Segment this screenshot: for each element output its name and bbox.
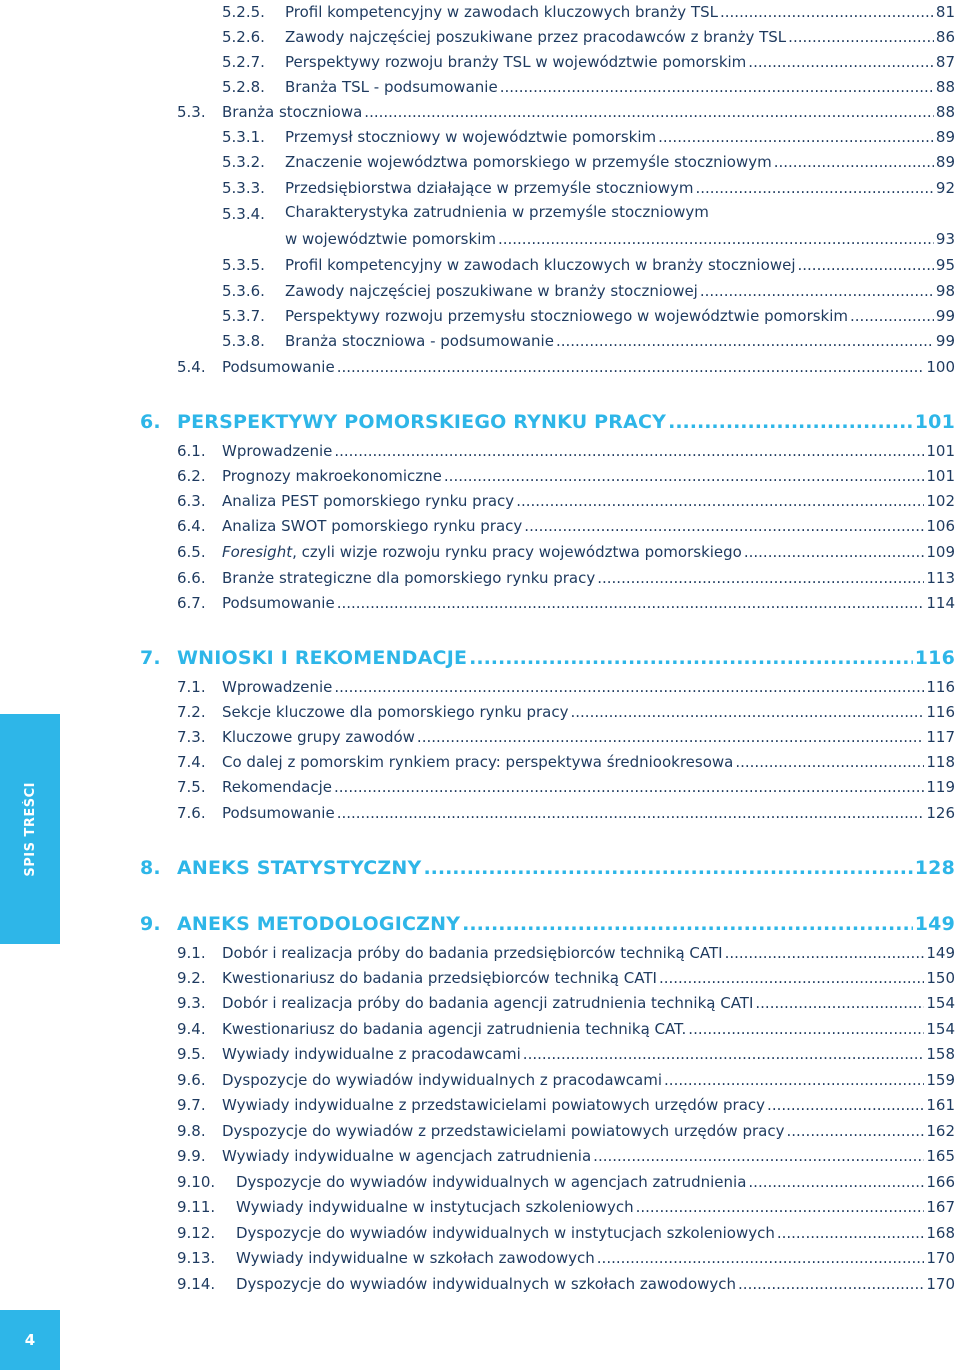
toc-entry-title: Zawody najczęściej poszukiwane przez pracodawców z branży TSL	[285, 28, 787, 46]
toc-entry-page: 99	[935, 332, 955, 350]
toc-entry-title: Zawody najczęściej poszukiwane w branży stoczniowej	[285, 282, 698, 300]
toc-entry-page: 170	[926, 1275, 955, 1293]
toc-leader-dots	[597, 1248, 925, 1268]
toc-entry-page: 101	[914, 411, 955, 433]
toc-entry-title: Branża TSL - podsumowanie	[285, 78, 498, 96]
toc-entry-page: 166	[926, 1173, 955, 1191]
toc-leader-dots	[777, 1223, 925, 1243]
toc-entry-title: Wprowadzenie	[222, 442, 333, 460]
sidebar-label: SPIS TREŚCI	[22, 781, 38, 877]
toc-leader-dots	[337, 357, 925, 377]
toc-entry-title: Podsumowanie	[222, 358, 335, 376]
toc-entry-title: Dyspozycje do wywiadów indywidualnych z pracodawcami	[222, 1071, 663, 1089]
toc-entry-number: 7.6.	[177, 804, 206, 822]
toc-entry-page: 117	[926, 728, 955, 746]
toc-entry-number: 5.3.1.	[222, 128, 265, 146]
toc-entry-number: 6.	[140, 411, 161, 433]
toc-entry-title: Podsumowanie	[222, 594, 335, 612]
toc-entry-number: 5.3.2.	[222, 153, 265, 171]
toc-entry-page: 119	[926, 778, 955, 796]
toc-entry-title: Wywiady indywidualne z przedstawicielami powiatowych urzędów pracy	[222, 1096, 766, 1114]
toc-leader-dots	[636, 1197, 925, 1217]
toc-leader-dots	[334, 777, 924, 797]
toc-entry-title: Wywiady indywidualne z pracodawcami	[222, 1045, 521, 1063]
toc-leader-dots	[725, 943, 925, 963]
toc-leader-dots	[597, 568, 924, 588]
toc-entry-number: 8.	[140, 857, 161, 879]
toc-entry-title: PERSPEKTYWY POMORSKIEGO RYNKU PRACY	[177, 411, 667, 433]
toc-entry-number: 9.4.	[177, 1020, 206, 1038]
toc-entry-number: 9.	[140, 913, 161, 935]
toc-entry-number: 5.3.7.	[222, 307, 265, 325]
toc-entry-page: 114	[926, 594, 955, 612]
toc-entry-page: 106	[926, 517, 955, 535]
toc-entry-number: 9.5.	[177, 1045, 206, 1063]
toc-entry-page: 101	[926, 467, 955, 485]
toc-leader-dots	[556, 331, 934, 351]
page-number: 4	[0, 1310, 60, 1370]
toc-entry-number: 5.2.7.	[222, 53, 265, 71]
toc-entry-title: Branże strategiczne dla pomorskiego rynku pracy	[222, 569, 596, 587]
toc-entry-number: 9.6.	[177, 1071, 206, 1089]
toc-leader-dots	[695, 178, 933, 198]
toc-entry-title: w województwie pomorskim	[285, 230, 496, 248]
toc-entry-page: 116	[926, 703, 955, 721]
toc-entry-page: 113	[926, 569, 955, 587]
toc-entry-title: Dyspozycje do wywiadów indywidualnych w szkołach zawodowych	[236, 1275, 737, 1293]
toc-entry-title: Dyspozycje do wywiadów z przedstawicielami powiatowych urzędów pracy	[222, 1122, 785, 1140]
toc-entry-page: 87	[935, 53, 955, 71]
toc-entry-page: 118	[926, 753, 955, 771]
toc-entry-page: 159	[926, 1071, 955, 1089]
toc-entry-number: 5.3.8.	[222, 332, 265, 350]
toc-entry-page: 150	[926, 969, 955, 987]
toc-entry-number: 5.2.8.	[222, 78, 265, 96]
toc-entry-page: 102	[926, 492, 955, 510]
toc-leader-dots	[798, 255, 934, 275]
toc-leader-dots	[700, 281, 934, 301]
toc-entry-title: Wywiady indywidualne w agencjach zatrudnienia	[222, 1147, 592, 1165]
toc-leader-dots	[664, 1070, 924, 1090]
toc-entry-number: 9.2.	[177, 969, 206, 987]
toc-entry-title: Analiza PEST pomorskiego rynku pracy	[222, 492, 515, 510]
toc-leader-dots	[523, 1044, 925, 1064]
toc-entry-number: 7.1.	[177, 678, 206, 696]
toc-leader-dots	[767, 1095, 924, 1115]
toc-leader-dots	[516, 491, 924, 511]
toc-entry-number: 7.2.	[177, 703, 206, 721]
toc-leader-dots	[850, 306, 934, 326]
toc-entry-page: 161	[926, 1096, 955, 1114]
toc-entry-number: 6.4.	[177, 517, 206, 535]
toc-entry-title: Profil kompetencyjny w zawodach kluczowych branży TSL	[285, 3, 718, 21]
toc-leader-dots	[498, 229, 934, 249]
toc-entry-title: Co dalej z pomorskim rynkiem pracy: perspektywa średniookresowa	[222, 753, 734, 771]
toc-entry-number: 5.4.	[177, 358, 206, 376]
toc-leader-dots	[571, 702, 925, 722]
toc-entry-page: 128	[914, 857, 955, 879]
toc-entry-number: 6.6.	[177, 569, 206, 587]
toc-leader-dots	[755, 993, 924, 1013]
toc-entry-title: Prognozy makroekonomiczne	[222, 467, 442, 485]
toc-entry-number: 6.5.	[177, 543, 206, 561]
toc-entry-page: 98	[935, 282, 955, 300]
toc-entry-page: 162	[926, 1122, 955, 1140]
toc-entry-page: 88	[935, 78, 955, 96]
toc-entry-page: 149	[914, 913, 955, 935]
toc-leader-dots	[444, 466, 924, 486]
toc-entry-page: 86	[935, 28, 955, 46]
toc-entry-number: 7.3.	[177, 728, 206, 746]
toc-entry-number: 7.5.	[177, 778, 206, 796]
toc-entry-page: 100	[926, 358, 955, 376]
toc-entry-title: Profil kompetencyjny w zawodach kluczowych w branży stoczniowej	[285, 256, 796, 274]
toc-entry-title: Wywiady indywidualne w instytucjach szkoleniowych	[236, 1198, 634, 1216]
toc-entry-title: Przemysł stoczniowy w województwie pomorskim	[285, 128, 657, 146]
toc-entry-number: 9.7.	[177, 1096, 206, 1114]
toc-entry-page: 154	[926, 994, 955, 1012]
toc-entry-title: Perspektywy rozwoju branży TSL w województwie pomorskim	[285, 53, 747, 71]
toc-entry-title: Dyspozycje do wywiadów indywidualnych w instytucjach szkoleniowych	[236, 1224, 775, 1242]
toc-entry-number: 9.8.	[177, 1122, 206, 1140]
toc-leader-dots	[500, 77, 934, 97]
toc-entry-title: WNIOSKI I REKOMENDACJE	[177, 647, 468, 669]
toc-entry-page: 92	[935, 179, 955, 197]
toc-entry-page: 101	[926, 442, 955, 460]
toc-entry-title-rest: , czyli wizje rozwoju rynku pracy województwa pomorskiego	[292, 543, 742, 561]
toc-entry-page: 149	[926, 944, 955, 962]
toc-leader-dots	[469, 648, 913, 668]
toc-entry-number: 7.	[140, 647, 161, 669]
toc-entry-number: 6.1.	[177, 442, 206, 460]
toc-leader-dots	[738, 1274, 924, 1294]
toc-entry-page: 126	[926, 804, 955, 822]
toc-entry-page: 89	[935, 153, 955, 171]
toc-entry-title: Perspektywy rozwoju przemysłu stoczniowego w województwie pomorskim	[285, 307, 849, 325]
toc-entry-title: ANEKS STATYSTYCZNY	[177, 857, 422, 879]
toc-entry-title: Branża stoczniowa - podsumowanie	[285, 332, 554, 350]
toc-entry-page: 109	[926, 543, 955, 561]
toc-entry-number: 5.3.	[177, 103, 206, 121]
toc-leader-dots	[658, 127, 934, 147]
toc-entry-title: Rekomendacje	[222, 778, 333, 796]
toc-entry-number: 5.3.3.	[222, 179, 265, 197]
toc-entry-title: Analiza SWOT pomorskiego rynku pracy	[222, 517, 523, 535]
toc-leader-dots	[364, 102, 934, 122]
toc-entry-number: 5.2.6.	[222, 28, 265, 46]
toc-entry-number: 6.2.	[177, 467, 206, 485]
toc-entry-title: Kwestionariusz do badania agencji zatrudnienia techniką CAT.	[222, 1020, 687, 1038]
toc-leader-dots	[334, 441, 924, 461]
toc-entry-title: Branża stoczniowa	[222, 103, 363, 121]
toc-entry-title	[222, 542, 742, 562]
toc-leader-dots	[668, 412, 913, 432]
toc-leader-dots	[524, 516, 924, 536]
toc-entry-number: 9.13.	[177, 1249, 216, 1267]
toc-entry-title: Podsumowanie	[222, 804, 335, 822]
toc-entry-page: 93	[935, 230, 955, 248]
toc-entry-page: 165	[926, 1147, 955, 1165]
toc-entry-number: 9.12.	[177, 1224, 216, 1242]
toc-leader-dots	[688, 1019, 924, 1039]
toc-leader-dots	[748, 1172, 924, 1192]
toc-entry-title: Kluczowe grupy zawodów	[222, 728, 415, 746]
toc-leader-dots	[334, 677, 924, 697]
toc-entry-number: 6.7.	[177, 594, 206, 612]
toc-entry-title: Znaczenie województwa pomorskiego w przemyśle stoczniowym	[285, 153, 772, 171]
toc-entry-number: 5.3.6.	[222, 282, 265, 300]
toc-leader-dots	[593, 1146, 924, 1166]
toc-leader-dots	[417, 727, 924, 747]
toc-entry-title: Dyspozycje do wywiadów indywidualnych w agencjach zatrudnienia	[236, 1173, 747, 1191]
toc-entry-number: 9.3.	[177, 994, 206, 1012]
toc-entry-page: 81	[935, 3, 955, 21]
toc-entry-page: 95	[935, 256, 955, 274]
toc-leader-dots	[659, 968, 924, 988]
toc-entry-title: Sekcje kluczowe dla pomorskiego rynku pracy	[222, 703, 569, 721]
toc-entry-title: Wprowadzenie	[222, 678, 333, 696]
toc-entry-page: 116	[926, 678, 955, 696]
toc-entry-title: Wywiady indywidualne w szkołach zawodowych	[236, 1249, 595, 1267]
toc-entry-page: 158	[926, 1045, 955, 1063]
toc-leader-dots	[786, 1121, 924, 1141]
toc-leader-dots	[423, 858, 912, 878]
toc-entry-page: 167	[926, 1198, 955, 1216]
toc-entry-page: 99	[935, 307, 955, 325]
toc-entry-page: 116	[914, 647, 955, 669]
toc-leader-dots	[337, 593, 925, 613]
toc-leader-dots	[774, 152, 934, 172]
toc-entry-title-italic: Foresight	[222, 543, 293, 561]
toc-entry-page: 168	[926, 1224, 955, 1242]
toc-entry-page: 89	[935, 128, 955, 146]
toc-entry-number: 5.3.5.	[222, 256, 265, 274]
toc-entry-number: 9.9.	[177, 1147, 206, 1165]
toc-leader-dots	[748, 52, 934, 72]
toc-entry-number: 9.14.	[177, 1275, 216, 1293]
toc-leader-dots	[720, 2, 934, 22]
toc-entry-page: 154	[926, 1020, 955, 1038]
toc-entry-title: Dobór i realizacja próby do badania agencji zatrudnienia techniką CATI	[222, 994, 754, 1012]
toc-entry-title: Charakterystyka zatrudnienia w przemyśle stoczniowym	[285, 203, 709, 221]
toc-leader-dots	[337, 803, 925, 823]
toc-leader-dots	[462, 914, 913, 934]
toc-leader-dots	[788, 27, 934, 47]
toc-entry-number: 9.1.	[177, 944, 206, 962]
toc-entry-title: Przedsiębiorstwa działające w przemyśle stoczniowym	[285, 179, 694, 197]
toc-entry-number: 9.10.	[177, 1173, 216, 1191]
toc-entry-title: Kwestionariusz do badania przedsiębiorców techniką CATI	[222, 969, 657, 987]
toc-entry-number: 9.11.	[177, 1198, 216, 1216]
toc-entry-number: 5.2.5.	[222, 3, 265, 21]
toc-leader-dots	[744, 542, 925, 562]
toc-entry-title: Dobór i realizacja próby do badania przedsiębiorców techniką CATI	[222, 944, 723, 962]
toc-entry-page: 88	[935, 103, 955, 121]
toc-entry-number: 7.4.	[177, 753, 206, 771]
toc-entry-number: 6.3.	[177, 492, 206, 510]
toc-entry-page: 170	[926, 1249, 955, 1267]
toc-leader-dots	[735, 752, 924, 772]
toc-entry-title: ANEKS METODOLOGICZNY	[177, 913, 461, 935]
toc-entry-number: 5.3.4.	[222, 205, 265, 223]
